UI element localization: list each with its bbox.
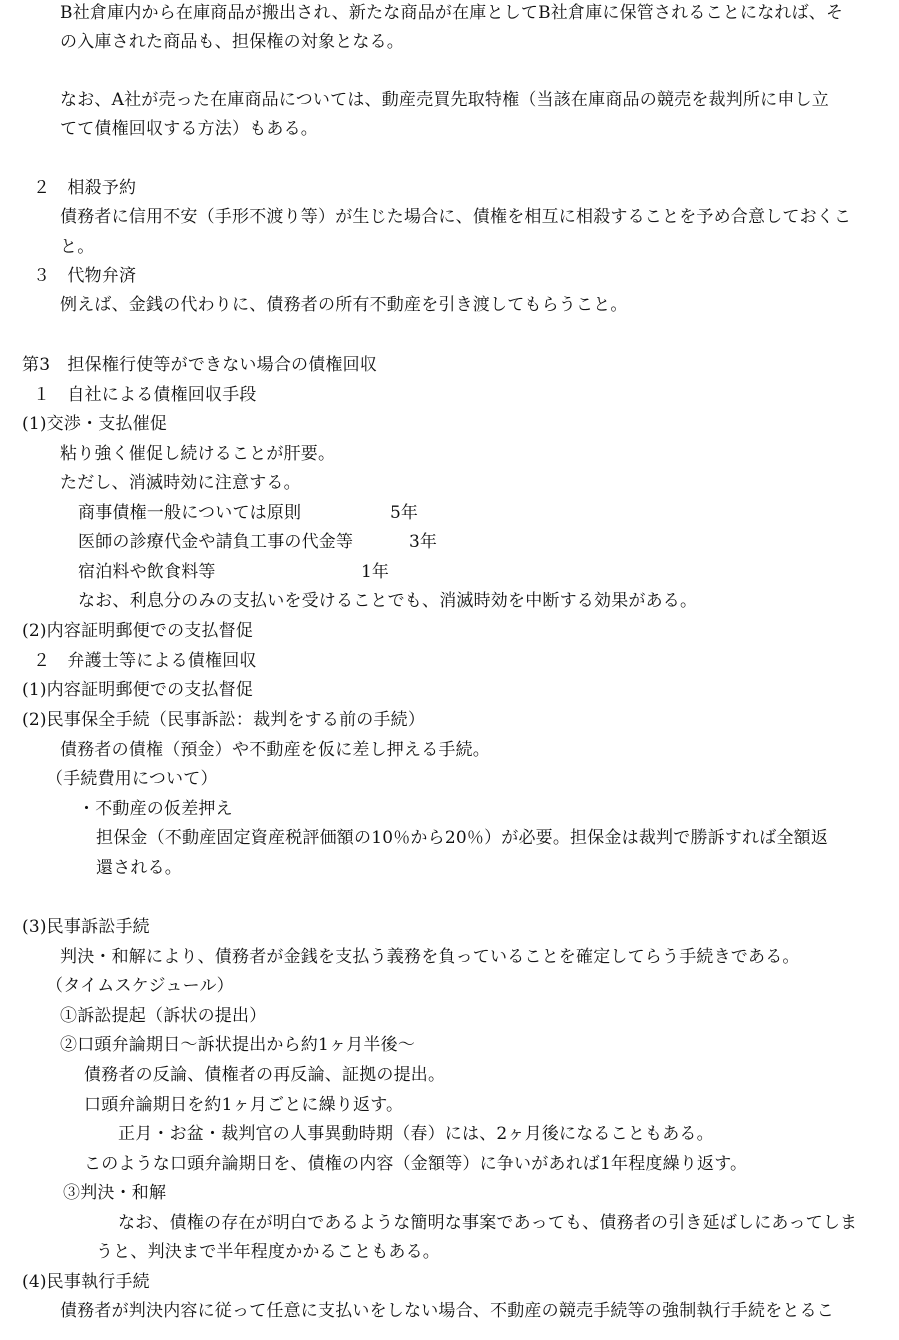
- subsection-heading: (1)内容証明郵便での支払督促: [22, 680, 254, 700]
- prescription-period: 3年: [409, 532, 437, 552]
- chapter-heading: 第3 担保権行使等ができない場合の債権回収: [22, 355, 378, 375]
- paragraph-line: 正月・お盆・裁判官の人事異動時期（春）には、2ヶ月後になることもある。: [118, 1124, 714, 1144]
- prescription-item: 宿泊料や飲食料等: [78, 562, 216, 582]
- section-heading: １ 自社による債権回収手段: [33, 385, 257, 405]
- paragraph-line: 口頭弁論期日を約1ヶ月ごとに繰り返す。: [84, 1095, 404, 1115]
- section-heading: ３ 代物弁済: [33, 266, 137, 286]
- paragraph-line: なお、A社が売った在庫商品については、動産売買先取特権（当該在庫商品の競売を裁判所に申し立: [60, 90, 829, 110]
- paragraph-line: なお、利息分のみの支払いを受けることでも、消滅時効を中断する効果がある。: [78, 591, 698, 611]
- list-item: ③判決・和解: [63, 1183, 167, 1203]
- list-item: ①訴訟提起（訴状の提出）: [60, 1006, 267, 1026]
- paragraph-line: てて債権回収する方法）もある。: [60, 119, 318, 139]
- subsection-heading: (2)民事保全手続（民事訴訟：裁判をする前の手続）: [22, 710, 426, 730]
- subsection-heading: (3)民事訴訟手続: [22, 917, 150, 937]
- section-heading: ２ 相殺予約: [33, 178, 137, 198]
- paragraph-line: 担保金（不動産固定資産税評価額の10％から20％）が必要。担保金は裁判で勝訴すれば全額返: [96, 828, 829, 848]
- subsection-heading: (1)交渉・支払催促: [22, 414, 168, 434]
- paragraph-line: 債務者の反論、債権者の再反論、証拠の提出。: [84, 1065, 446, 1085]
- paragraph-line: 債務者が判決内容に従って任意に支払いをしない場合、不動産の競売手続等の強制執行手続をとるこ: [60, 1301, 834, 1321]
- paragraph-line: 粘り強く催促し続けることが肝要。: [60, 444, 336, 464]
- list-item: ・不動産の仮差押え: [78, 799, 233, 819]
- paragraph-line: 判決・和解により、債務者が金銭を支払う義務を負っていることを確定してらう手続きである。: [60, 947, 800, 967]
- prescription-period: 5年: [390, 503, 418, 523]
- paragraph-line: の入庫された商品も、担保権の対象となる。: [60, 32, 404, 52]
- paragraph-line: うと、判決まで半年程度かかることもある。: [96, 1242, 440, 1262]
- subsection-heading: (4)民事執行手続: [22, 1272, 150, 1292]
- paragraph-line: 還される。: [96, 858, 182, 878]
- paragraph-line: なお、債権の存在が明白であるような簡明な事案であっても、債務者の引き延ばしにあってしま: [118, 1213, 858, 1233]
- paragraph-line: 例えば、金銭の代わりに、債務者の所有不動産を引き渡してもらうこと。: [60, 295, 628, 315]
- prescription-item: 商事債権一般については原則: [78, 503, 302, 523]
- paragraph-line: ただし、消滅時効に注意する。: [60, 473, 301, 493]
- list-item: ②口頭弁論期日～訴状提出から約1ヶ月半後～: [60, 1035, 416, 1055]
- paragraph-line: 債務者の債権（預金）や不動産を仮に差し押える手続。: [60, 740, 490, 760]
- subsection-heading: (2)内容証明郵便での支払督促: [22, 621, 254, 641]
- prescription-item: 医師の診療代金や請負工事の代金等: [78, 532, 354, 552]
- paragraph-line: このような口頭弁論期日を、債権の内容（金額等）に争いがあれば1年程度繰り返す。: [84, 1154, 748, 1174]
- paragraph-line: B社倉庫内から在庫商品が搬出され、新たな商品が在庫としてB社倉庫に保管されることになれば、そ: [60, 3, 844, 23]
- section-heading: ２ 弁護士等による債権回収: [33, 651, 257, 671]
- paragraph-line: 債務者に信用不安（手形不渡り等）が生じた場合に、債権を相互に相殺することを予め合意しておくこ: [60, 207, 852, 227]
- paragraph-line: （タイムスケジュール）: [46, 976, 234, 996]
- paragraph-line: （手続費用について）: [46, 769, 218, 789]
- prescription-period: 1年: [361, 562, 389, 582]
- paragraph-line: と。: [60, 237, 95, 257]
